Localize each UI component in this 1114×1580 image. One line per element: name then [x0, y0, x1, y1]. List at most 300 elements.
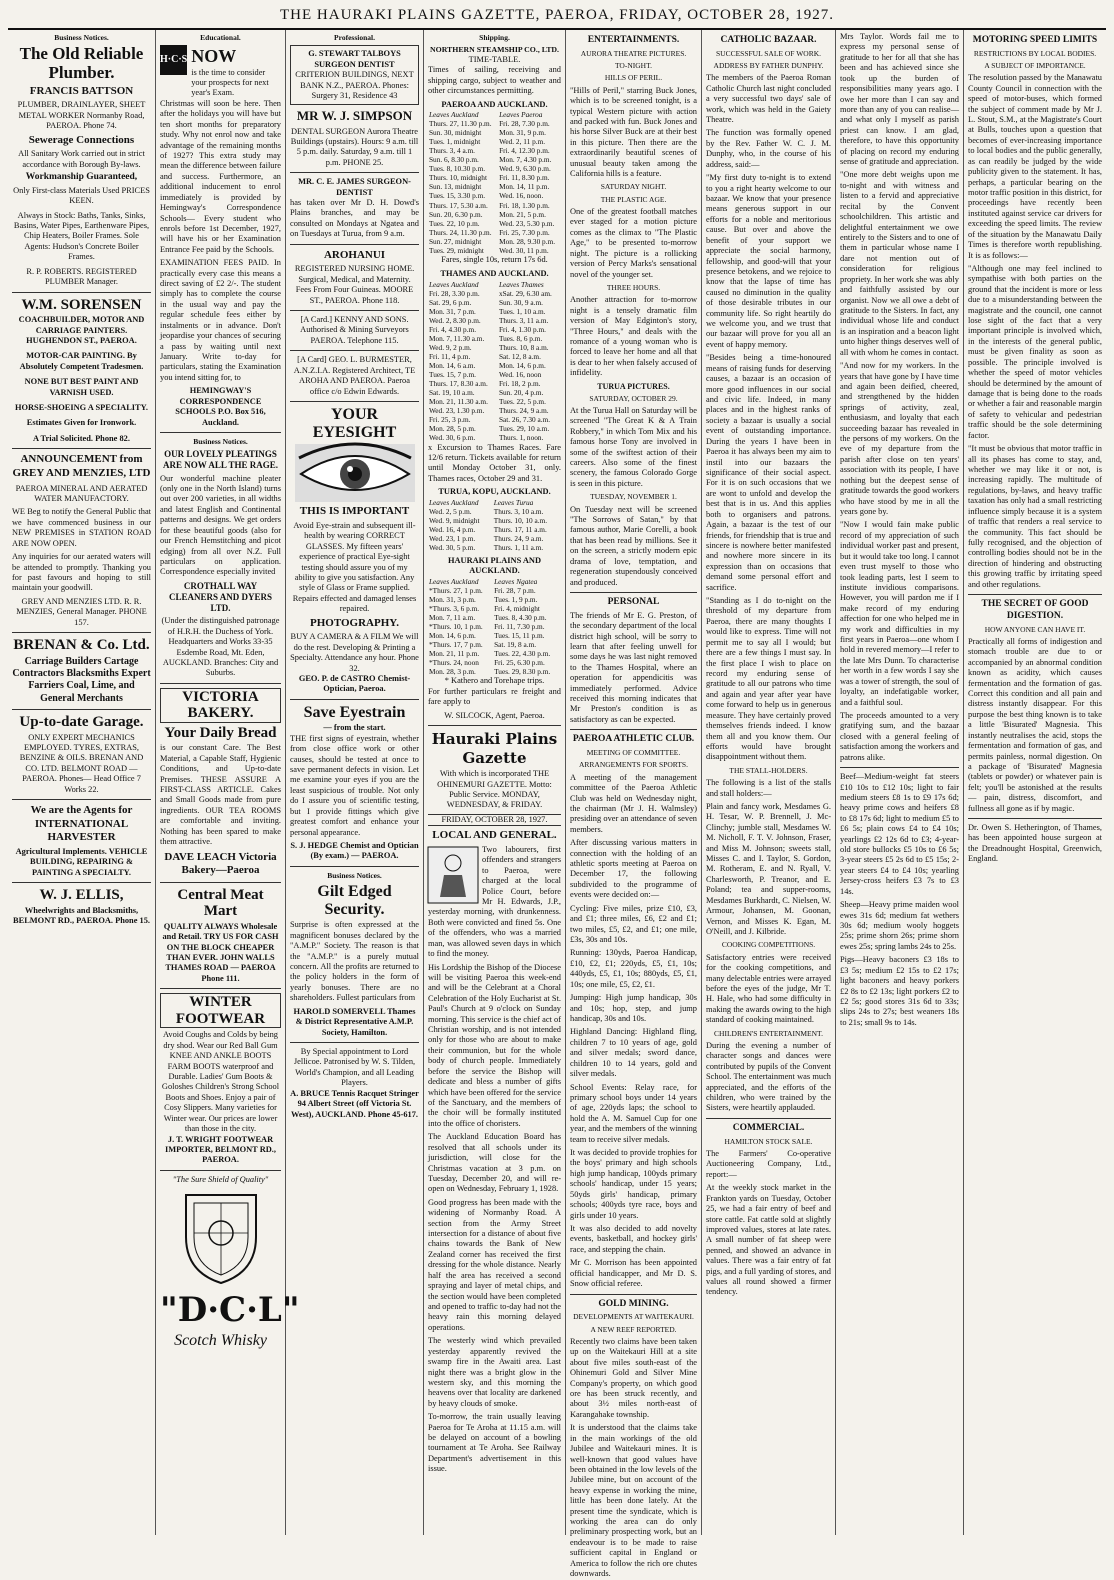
timetable-row — [428, 182, 561, 191]
article-para: "Hills of Peril," starring Buck Jones, which is to be screened tonight, is a typical Western picture with action and packed with fun. Buck Jones and his horse Silver Buck are at their best in this picture. Then there are the extraordinarily beautiful scenes of unusual beauty taken among the California hills is a feature. — [570, 85, 697, 179]
article-para: After discussing various matters in connection with the holding of an athletic sports meeting at Paeroa on December 17, the following subdivided to the programme of events were decided on:— — [570, 838, 697, 900]
timetable-cell: Fri. 18, 2 p.m. — [498, 379, 541, 389]
ad-line: Estimates Given for Ironwork. — [26, 418, 137, 428]
timetable-row — [428, 119, 561, 128]
agent: W. SILCOCK, Agent, Paeroa. — [444, 710, 545, 720]
timetable-cell: Mon. 31, 9 p.m. — [499, 128, 546, 138]
ad-body: PAEROA MINERAL AND AERATED WATER MANUFACTORY. — [15, 483, 148, 503]
article-para: "And now for my workers. In the years that have gone by I have time and again been deified, cheered, and strengthened by the hidden springs of activity, zeal, enthusiasm, and loyalty that each succeeding bazaar has revealed in the persons of my workers. On the eve of my departure from the parish after close on ten years' association with its people, I have nothing but the deepest sense of gratitude towards the good workers who have stood by me in all the years gone by. — [840, 361, 959, 516]
column-6 — [702, 30, 836, 1535]
card-body: DENTAL SURGEON Aurora Theatre Buildings (upstairs). Hours: 9 a.m. till 5 p.m. daily. Saturday, 9 a.m. till 1 p.m. PHONE 25. — [290, 126, 419, 167]
timetable-row — [428, 397, 561, 406]
timetable-cell: Sun. 13, midnight — [429, 182, 482, 192]
timetable-cell: Mon. 14, 11 p.m. — [499, 182, 550, 192]
ad-line: A Trial Solicited. Phone 82. — [33, 433, 130, 443]
timetable-cell: Sat. 29, 6 p.m. — [429, 297, 472, 307]
ad-title: W.M. SORENSEN — [21, 296, 142, 313]
hcs-ad-header — [160, 45, 281, 99]
section-head: GOLD MINING. — [598, 1298, 669, 1309]
timetable-cell: Sun. 30, 9 a.m. — [498, 297, 543, 307]
subhead: THE STALL-HOLDERS. — [729, 765, 808, 775]
timetable-cell: Thurs. 3, 4 a.m. — [429, 146, 476, 156]
timetable-cell: Thurs. 3, 11 a.m. — [498, 315, 549, 325]
timetable-cell: Thurs. 24, 9 a.m. — [498, 406, 549, 416]
timetable-cell: Wed. 9, 6.30 p.m. — [499, 164, 551, 174]
timetable-cell: Mon. 28, 9.30 p.m. — [499, 236, 556, 246]
timetable-cell: Wed. 23, 1.30 p.m. — [429, 406, 485, 416]
timetable-cell: Sat. 26, 7.30 a.m. — [498, 415, 551, 425]
timetable-header-cell: Leaves Auckland — [429, 576, 479, 586]
timetable-cell: Tues. 8, 4.30 p.m. — [494, 612, 547, 622]
timetable-cell: Thurs. 17, 8.30 a.m. — [429, 379, 488, 389]
timetable-cell: *Thurs. 27, 1 p.m. — [429, 585, 483, 595]
section-head: ENTERTAINMENTS. — [587, 35, 680, 45]
ad-body: is our constant Care. The Best Material, a Capable Staff, Hygienic Conditions, and Up-to-date Premises. THESE ASSURE A FIRST-CLASS ARTICLE. Cakes and Small Goods made from pure ingredients. OUR TEA ROOMS are comfortable and inviting. Nothing has been spared to make them attractive. — [160, 743, 281, 847]
ad-title: W. J. ELLIS, — [39, 887, 124, 904]
ad-title: WINTER FOOTWEAR — [160, 993, 281, 1028]
article-para: Recently two claims have been taken up on the Waitekauri Hill at a site about five miles south-east of the Ohinemuri Gold and Silver Mine Company's property, on which good ore has been struck recently, and about 3½ miles north-east of Karangahake township. — [570, 1336, 697, 1419]
column-4 — [424, 30, 566, 1535]
section-head: PERSONAL — [607, 596, 660, 607]
section-head: Business Notices. — [193, 436, 248, 446]
ad-title: BRENAN & Co. Ltd. — [13, 637, 150, 654]
timetable-row — [428, 164, 561, 173]
route-head: TURUA, KOPU, AUCKLAND. — [438, 487, 551, 497]
article-para: To-morrow, the train usually leaving Paeroa for Te Aroha at 11.15 a.m. will be delayed on account of a bowling tournament at Te Aroha. See Railway Department's advertisement in this issue. — [428, 1412, 561, 1474]
section-head: COMMERCIAL. — [732, 1122, 805, 1133]
timetable-row — [428, 352, 561, 361]
article-para: Running: 130yds, Paeroa Handicap, £10, £2, £1; 220yds, £5, £1, 10s; 440yds, £5, £1, 10s; 880yds, £5, £1, 10s; one mile, £5, £2, £1. — [570, 948, 697, 989]
article-para: Practically all forms of indigestion and stomach trouble are due to or accompanied by an abnormal condition known as acidity, which causes fermentation and the formation of gas. Correct this condition and all pain and distress instantly disappear. For this purpose the best thing known is to take a little 'Bisurated' Magnesia. This instantly neutralises the acid, stops the fermentation and formation of gas, and permits painless, normal digestion. On a package of 'Bisurated' Magnesia (tablets or powder) or whatever pain is felt; you'll be astonished at the results— pain, distress, discomfort, and fullness all gone as if by magic. — [968, 636, 1102, 813]
subhead: SUCCESSFUL SALE OF WORK. — [715, 48, 822, 58]
section-head: THE SECRET OF GOOD DIGESTION. — [981, 599, 1089, 621]
timetable-cell: Thurs. 17, 11 a.m. — [493, 524, 547, 534]
timetable-cell: Fri. 4, midnight — [494, 603, 540, 613]
timetable-row — [428, 361, 561, 370]
gazette-masthead: Hauraki Plains Gazette — [431, 729, 558, 767]
ad-body: COACHBUILDER, MOTOR AND CARRIAGE PAINTERS. HUGHENDON ST., PAEROA. — [18, 315, 145, 345]
timetable-cell: Tues. 8, 10.30 p.m. — [429, 164, 486, 174]
timetable-cell: Thurs. 17, 5.30 a.m. — [429, 200, 488, 210]
ad-title: The Old Reliable Plumber. — [19, 44, 144, 82]
ad-line: NONE BUT BEST PAINT AND VARNISH USED. — [24, 377, 139, 397]
ad-title: PHOTOGRAPHY. — [310, 616, 399, 629]
ad-title: OUR LOVELY PLEATINGS ARE NOW ALL THE RAGE. — [163, 449, 278, 471]
timetable-row — [428, 201, 561, 210]
ad-body: (Under the distinguished patronage of H.R.H. the Duchess of York. Headquarters and Works 33-35 Esdembe Road, Mt. Eden, AUCKLAND. Branches: City and Suburbs. — [161, 616, 280, 678]
timetable-cell: Sun. 20, 6.30 p.m. — [429, 209, 483, 219]
timetable — [428, 280, 561, 443]
timetable-row — [428, 631, 561, 640]
ad-title: We are the Agents for INTERNATIONAL HARVESTER — [30, 804, 133, 844]
timetable-row — [428, 640, 561, 649]
timetable — [428, 577, 561, 677]
timetable-cell: Tues. 15, 7 p.m. — [429, 370, 476, 380]
ad-title: Up-to-date Garage. — [19, 714, 144, 731]
timetable-cell: Wed. 16, 4 p.m. — [429, 524, 476, 534]
timetable-cell: Tues. 1, midnight — [429, 137, 481, 147]
ad-body: is the time to consider your prospects for next year's Exam. — [191, 67, 269, 98]
timetable-fares: Fares, single 10s, return 17s 6d. — [441, 254, 548, 264]
ad-name: FRANCIS BATTSON — [29, 84, 134, 97]
card-title: AROHANUI — [323, 248, 386, 261]
ad-title: Your Daily Bread — [164, 724, 277, 741]
timetable-header-row — [428, 110, 561, 119]
ad-title: Sewerage Connections — [28, 133, 135, 146]
timetable-header-cell: Leaves Thames — [498, 279, 544, 289]
subhead: HAMILTON STOCK SALE. — [724, 1136, 813, 1146]
timetable-row — [428, 543, 561, 552]
timetable-row — [428, 228, 561, 237]
timetable-cell: Tues. 15, 11 p.m. — [494, 631, 545, 641]
timetable-cell: Tues. 29, 8.30 p.m. — [494, 667, 551, 677]
section-head: MOTORING SPEED LIMITS — [972, 35, 1098, 45]
timetable-header-cell: Leaves Auckland — [429, 279, 479, 289]
timetable-row — [428, 379, 561, 388]
section-head: Professional. — [334, 33, 375, 42]
timetable-cell: Mon. 28, 5 p.m. — [429, 424, 476, 434]
timetable-cell: Mon. 21, 11.30 a.m. — [429, 397, 488, 407]
timetable — [428, 498, 561, 552]
timetable-row — [428, 433, 561, 442]
timetable-row — [428, 415, 561, 424]
subhead: SATURDAY, OCTOBER 29. — [589, 393, 678, 403]
article-para: It is understood that the claims take in the main workings of the old Jubilee and Waitekauri mines. It is well-known that good values have been obtained in the low levels of the Jubilee mine, but on account of the heavy expense in working the mine, little has been done lately. At the present time the syndicate, which is working the area can do only preliminary prospecting work, but an endeavour is to be made to raise sufficient capital in England or America to follow the rich ore chutes downwards. — [570, 1423, 697, 1579]
timetable-cell: Mon. 14, 6 p.m. — [498, 361, 546, 371]
article-para: The resolution passed by the Manawatu County Council in connection with the speed of motor-buses, which formed the subject of comment made by Mr J. L. Stout, S.M., at the Magistrate's Court at Bulls, touches upon a question that becomes of ever-increasing importance to local bodies and the public generally, as can readily be judged by the wide publicity given to the statement. It has, perhaps, a particular bearing on the motor traffic position in this district, for proceedings have recently been instituted against service car drivers for exceeding the speed limits. The review of the situation by the Manawatu Daily Times is therefore worth republishing. It is as follows:— — [968, 73, 1102, 260]
ad-body: Wheelwrights and Blacksmiths, BELMONT RD., PAEROA. Phone 15. — [13, 905, 150, 926]
timetable-row — [428, 246, 561, 255]
timetable-cell: Tues. 29, 10 a.m. — [498, 424, 550, 434]
timetable-header-row — [428, 280, 561, 289]
timetable-row — [428, 334, 561, 343]
ad-title: Save Eyestrain — [303, 703, 406, 721]
card-body: CRITERION BUILDINGS, NEXT BANK N.Z., PAEROA. Phones: Surgery 31, Residence 43 — [295, 70, 414, 100]
timetable-header-cell: Leaves Paeroa — [499, 110, 543, 120]
timetable-cell: Thurs. 10, 10 a.m. — [493, 515, 548, 525]
article-para: The following is a list of the stalls and stall holders:— — [706, 778, 831, 798]
ad-body: R. P. ROBERTS. REGISTERED PLUMBER Manager. — [26, 266, 137, 287]
section-head: Business Notices. — [327, 870, 382, 880]
ad-body: Carriage Builders Cartage Contractors Blacksmiths Expert Farriers Coal, Lime, and General Merchants — [12, 655, 151, 704]
timetable-row — [428, 298, 561, 307]
article-para: Jumping: High jump handicap, 30s and 10s; hop, step, and jump handicap, 30s and 10s. — [570, 993, 697, 1023]
timetable-row — [428, 613, 561, 622]
timetable-cell: Fri. 18, 1.30 p.m. — [499, 200, 550, 210]
timetable-cell: Fri. 4, 12.30 p.m. — [499, 146, 550, 156]
timetable-row — [428, 604, 561, 613]
subhead: SATURDAY NIGHT. — [600, 182, 667, 192]
article-para: Another attraction for to-morrow night is a tensely dramatic film version of May Edginton's story, "Three Hours," and deals with the romance of a young woman who is forced to leave her home and all that is dear to her when falsely accused of infidelity. — [570, 295, 697, 378]
article-para: "It must be obvious that motor traffic in all its phases has come to stay, and, whether we may like it or not, is increasing rapidly. The multitude of regulations, by-laws, and heavy traffic taxation has only had a small restricting influence simply because it is a system of traffic that renders a real service to the community. This fact should be fully recognised, and the objection of controlling bodies should not be in the direction of hindering and obstructing this growing traffic by irritating speed and other regulations. — [968, 444, 1102, 589]
timetable-cell: Wed. 30, 5 p.m. — [429, 542, 476, 552]
subhead: ADDRESS BY FATHER DUNPHY. — [713, 61, 824, 71]
section-head: Business Notices. — [54, 33, 109, 42]
ad-body: WE Beg to notify the General Public that we have commenced business in our NEW PREMISES in STATION ROAD ARE NOW OPEN. — [12, 507, 151, 548]
article-para: Beef—Medium-weight fat steers £10 10s to £12 10s; light to fair medium steers £8 1s to £9 17s 6d; heavy prime cows and heifers £8 to £8 17s 6d; light to medium £5 to £6 5s; plain cows £4 to £4 10s; yearlings £2 12s 6d to £3; 4-year-old store bullocks £5 10s to £6 5s; 3-year steers £5 2s 6d to £5 15s; 2-year steers £4 to £4 10s; yearling Jersey-cross heifers £3 7s to £3 14s. — [840, 772, 959, 896]
article-para: Good progress has been made with the widening of Normanby Road. A section from the Army Street intersection for a distance of about five chains towards the Bank of New Zealand corner has received the first dressing for the whole distance. Nearly half the area has received a second spraying and layer of metal chips, and the section would have been completed and opened to traffic to-day had not the heavy rain this morning delayed operations. — [428, 1197, 561, 1332]
article-para: The Auckland Education Board has resolved that all schools under its jurisdiction, will close for the Christmas vacation at 3 p.m. on Tuesday, December 20, and will re-open on Wednesday, February 1, 1928. — [428, 1132, 561, 1194]
ad-subtitle: — from the start. — [323, 723, 386, 733]
hcs-logo: H·C·S — [160, 45, 187, 75]
timetable-note: Times of sailing, receiving and shipping cargo, subject to weather and other circumstances permitting. — [428, 65, 561, 96]
timetable-cell: Thurs. 27, 11.30 p.m. — [429, 119, 492, 129]
timetable-cell: Mon. 14, 6 a.m. — [429, 361, 476, 371]
timetable-cell: Tues. 1, 9 p.m. — [494, 594, 538, 604]
timetable-cell: Wed. 16, noon — [498, 370, 542, 380]
timetable-row — [428, 128, 561, 137]
issue-date: FRIDAY, OCTOBER 28, 1927. — [428, 814, 561, 826]
timetable-cell: Mon. 31, 3 p.m. — [429, 594, 476, 604]
ad-body: BUY A CAMERA & A FILM We will do the rest. Developing & Printing a Specialty. Attendance any hour. Phone 32. — [290, 632, 419, 673]
article-para: The westerly wind which prevailed yesterday apparently revived the swamp fire in the Awaiti area. Last night there was a bright glow in the western sky, and this morning the heavens over that locality are darkened by heavy clouds of smoke. — [428, 1336, 561, 1408]
timetable-cell: *Thurs. 24, noon — [429, 658, 479, 668]
article-para: Sheep—Heavy prime maiden wool ewes 31s 6d; medium fat wethers 30s 6d; medium wooly hoggets 25s; prime shorn 26s; prime shorn ewes 25s; spring lambs 24s to 25s. — [840, 900, 959, 951]
ad-sig: GEO. P. de CASTRO Chemist-Optician, Paeroa. — [298, 673, 411, 694]
timetable-cell: Fri. 28, 7.30 p.m. — [499, 119, 550, 129]
article-para: Mrs Taylor. Words fail me to express my personal sense of gratitude to her for all that she has been and has achieved since she took up the burden of responsibilities many years ago. I owe her more than I can say and more than any of you can realise—and what only I myself as parish priest can know. I am glad, therefore, to have this opportunity of placing on record my enduring sense of gratitude and appreciation. — [840, 32, 959, 167]
card-body: [A Card.] KENNY AND SONS. Authorised & Mining Surveyors PAEROA. Telephone 115. — [300, 315, 409, 345]
illustration-icon — [428, 847, 478, 903]
article-para: The function was formally opened by the Rev. Father W. C. J. M. Dunphy, who, in the course of his address, said:— — [706, 128, 831, 169]
timetable-row — [428, 343, 561, 352]
column-7 — [836, 30, 964, 1535]
timetable-cell: Wed. 2, 11 p.m. — [499, 137, 546, 147]
subhead: HOW ANYONE CAN HAVE IT. — [984, 624, 1086, 634]
timetable-cell: Wed. 23, 1 p.m. — [429, 533, 476, 543]
timetable-cell: Sun. 27, midnight — [429, 236, 482, 246]
timetable-cell: Thurs. 1, noon. — [498, 433, 544, 443]
article-para: On Tuesday next will be screened "The Sorrows of Satan," by that famous author, Marie Corelli, a book that has been read by millions. See it on the screen, a strictly modern epic drama of love, temptation, and regeneration stupendously conceived and produced. — [570, 504, 697, 587]
timetable-cell: Thurs. 24, 11.30 p.m. — [429, 227, 492, 237]
timetable-cell: Sun. 20, 4 p.m. — [498, 388, 544, 398]
timetable — [428, 110, 561, 255]
ad-sig: A. BRUCE Tennis Racquet Stringer 94 Albert Street (off Victoria St. West), AUCKLAND. Phone 45-617. — [290, 1088, 419, 1119]
timetable-row — [428, 595, 561, 604]
column-1 — [8, 30, 156, 1535]
timetable-row — [428, 406, 561, 415]
article-para: The proceeds amounted to a very gratifying sum, and the bazaar closed with a general feeling of satisfaction among the workers and patrons alike. — [840, 711, 959, 762]
timetable-cell: Tues. 22, 10 p.m. — [429, 218, 480, 228]
article-para: The friends of Mr E. G. Preston, of the secondary department of the local district high school, will be sorry to learn that after feeling unwell for some days he was last night removed to the Thames Hospital, where an operation for appendicitis was immediately performed. Advice received this morning indicates that Mr Preston's condition is as satisfactory as can be expected. — [570, 610, 697, 724]
ad-body: Avoid Eye-strain and subsequent ill-health by wearing CORRECT GLASSES. My fifteen years' experience of practical Eye-sight testing should assure you of my ability to give you satisfaction. Any style of Glass or Frame supplied. Repairs effected and damaged lenses repaired. — [292, 520, 417, 614]
ad-title: NOW — [191, 46, 237, 67]
article-para: At the weekly stock market in the Frankton yards on Tuesday, October 25, we had a fair entry of beef and store cattle. Fat cattle sold at slightly improved values, stores at late rates. A small number of fat sheep were penned, and showed an advance in values. There was a fair entry of fat pigs, and a full yarding of stores, and values all round showed a firmer tendency. — [706, 1183, 831, 1297]
timetable-head: TIME-TABLE. — [468, 54, 521, 64]
ad-body: Our wonderful machine pleater (only one in the North Island) turns out over 200 varieties, in all widths and latest English and Continental patterns and designs. We get orders for these beautiful goods (also for our French Hemstitching and picot edging) from all over N.Z. Full particulars on application. Correspondence especially invited — [160, 473, 281, 577]
timetable-cell: Fri. 11, 7.30 p.m. — [494, 621, 545, 631]
timetable-row — [428, 289, 561, 298]
timetable-cell: Wed. 23, 5.30 p.m. — [499, 218, 555, 228]
ad-title: Workmanship Guaranteed, — [25, 172, 138, 183]
subhead: CHILDREN'S ENTERTAINMENT. — [714, 1028, 823, 1038]
timetable-row — [428, 424, 561, 433]
article-para: "Although one may feel inclined to sympathise with both parties on the ground that the incident is more or less due to a misunderstanding between the magistrate and the council, one cannot lose sight of the fact that a very important principle is involved which, in the interests of the general public, must be given finality as soon as possible. The principle involved is whether the speed of motor vehicles should be determined by the amount of damage that is being done to the roads or whether a fair and reasonable margin of safety to vehicular and pedestrian traffic should be the sole determining factor. — [968, 263, 1102, 440]
timetable-row — [428, 155, 561, 164]
timetable-row — [428, 210, 561, 219]
column-5 — [566, 30, 702, 1579]
card-body: [A Card] GEO. L. BURMESTER, A.N.Z.I.A. Registered Architect, TE AROHA AND PAEROA. Paeroa office c/o Edwin Edwards. — [293, 355, 416, 396]
card-body: has taken over Mr D. H. Dowd's Plains branches, and may be consulted on Mondays at Ngatea and on Tuesdays at Turua, from 9 a.m. — [290, 198, 419, 239]
timetable-row — [428, 658, 561, 667]
article-para: Mr C. Morrison has been appointed official handicapper, and Mr D. S. Snow official referee. — [570, 1258, 697, 1289]
timetable-cell: Mon. 28, 3 p.m. — [429, 667, 476, 677]
ad-sig: S. J. HEDGE Chemist and Optician (By exam.) — PAEROA. — [290, 841, 419, 861]
subhead: COOKING COMPETITIONS. — [721, 940, 816, 950]
article-para: Cycling: Five miles, prize £10, £3, and £1; three miles, £6, £2 and £1; two miles, £5, £2, and £1; one mile, £3s, 30s and 10s. — [570, 903, 697, 945]
ad-title: ANNOUNCEMENT from GREY AND MENZIES, LTD — [12, 453, 151, 479]
article-para: School Events: Relay race, for primary school boys under 14 years of age, 220yds laps; the school to hold the A. M. Samuel Cup for one year, and the members of the winning team to receive silver medals. — [570, 1082, 697, 1144]
timetable-note: x Excursion to Thames Races. Fare 12/6 return. Tickets available for return until Monday October 31, only. Thames races, October 29 and 31. — [428, 442, 561, 483]
dcl-logo: "D·C·L" — [160, 1290, 300, 1331]
timetable-cell: Fri. 28, 3.30 p.m. — [429, 288, 480, 298]
timetable-cell: Sat. 19, 10 a.m. — [429, 388, 475, 398]
ad-sig: HAROLD SOMERVELL Thames & District Representative A.M.P. Society, Hamilton. — [293, 1006, 416, 1037]
timetable-cell: *Thurs. 17, 7 p.m. — [429, 640, 483, 650]
subhead: THREE HOURS. — [606, 283, 661, 292]
card-title: G. STEWART TALBOYS SURGEON DENTIST — [308, 49, 401, 69]
article-para: The Farmers' Co-operative Auctioneering Company, Ltd., report:— — [706, 1148, 831, 1179]
article-para: Satisfactory entries were received for the cooking competitions, and many delectable entries were arrayed before the eyes of the judge, Mr T. H. Hale, who had some difficulty in making the awards owing to the high standard of cooking maintained. — [706, 952, 831, 1025]
subhead: AURORA THEATRE PICTURES. — [580, 48, 687, 58]
ad-title: YOUR EYESIGHT — [312, 406, 397, 441]
article-para: Two labourers, first offenders and strangers to Paeroa, were charged at the local Police Court, before Mr H. Edwards, J.P., yesterday morning, with drunkenness. Both were convicted and fined 5s. One of the offenders, who was a married man, was allowed seven days in which to find the money. — [428, 844, 561, 959]
timetable-row — [428, 586, 561, 595]
ad-body: All Sanitary Work carried out in strict accordance with Borough By-laws. — [18, 149, 145, 169]
timetable-cell: Thurs. 10, 8 a.m. — [498, 342, 549, 352]
article-para: "One more debt weighs upon me to-night and with witness and listen to a fervid and appreciative recital by the Convent schoolchildren. This artistic and delightful entertainment we owe entirely to the Sisters and to one of them in particular whose name I dare not mention out of consideration for religious propriety. In her work she was ably and faithfully assisted by our organist. Now we all owe a debt of gratitude to the Sisters. In fact, any individual whose life and conduct is an inspiration and a beacon light unto higher things deserves well of all with whom he comes in contact. — [840, 170, 959, 357]
subhead: TUESDAY, NOVEMBER 1. — [590, 492, 677, 502]
subhead: DEVELOPMENTS AT WAITEKAURI. — [573, 1312, 694, 1322]
gazette-sub: With which is incorporated THE OHINEMURI GAZETTE. Motto: Public Service. MONDAY, WEDNESDAY, & FRIDAY. — [437, 769, 552, 810]
ad-tagline: "The Sure Shield of Quality" — [172, 1174, 269, 1184]
ad-body: Only First-class Materials Used PRICES KEEN. — [13, 185, 150, 206]
timetable-cell: Wed. 30, 11 p.m. — [499, 245, 549, 255]
timetable-cell: Fri. 25, 7.30 p.m. — [499, 227, 550, 237]
timetable-cell: Thurs. 1, 11 a.m. — [493, 542, 544, 552]
article-para: "My first duty to-night is to extend to you a right hearty welcome to our bazaar. We know that your presence means generous support in our efforts for a noble and meritorious cause. But over and above the benefit of your support we appreciate the social harmony, fellowship, and good-will that your presence betokens, and we rejoice to know that the lapse of time has caused no diminution in the quality of those desirable tributes in our community life. So right heartily do we welcome you, and we trust that our bazaar will prove for you all an event of happy memory. — [706, 173, 831, 349]
timetable-row — [428, 507, 561, 516]
section-head: TURUA PICTURES. — [597, 381, 670, 391]
timetable-cell: Sun. 6, 8.30 p.m. — [429, 155, 479, 165]
timetable-cell: Mon. 31, 7 p.m. — [429, 306, 476, 316]
article-para: His Lordship the Bishop of the Diocese will be visiting Paeroa this week-end and will be the Celebrant at a Choral Celebration of the Holy Eucharist at St. Paul's Church at 9 o'clock on Sunday morning. This service is the chief act of Christian worship, and is not intended only for those who are about to make their communion, but for the whole body of church people. Immediately before the service the Bishop will dedicate and bless a number of gifts which have been offered for the service of the Sanctuary, and the members of the choir will be formally instituted into the office of choristers. — [428, 962, 561, 1128]
subhead: A SUBJECT OF IMPORTANCE. — [984, 61, 1086, 71]
timetable-row — [428, 307, 561, 316]
route-head: HAURAKI PLAINS AND AUCKLAND. — [447, 555, 542, 576]
ad-body: Avoid Coughs and Colds by being dry shod. Wear our Red Ball Gum KNEE AND ANKLE BOOTS FARM BOOTS waterproof and Durable. Ladies' Gum Boots & Goloshes Children's Strong School Boots and Shoes. Enjoy a pair of Cosy Slippers. Many varieties for Winter wear. Our prices are lower than those in the city. — [161, 1030, 280, 1134]
newspaper-page — [8, 4, 1106, 1579]
ad-body: PLUMBER, DRAINLAYER, SHEET METAL WORKER Normanby Road, PAEROA. Phone 74. — [17, 100, 146, 131]
company-name: NORTHERN STEAMSHIP CO., LTD. — [430, 45, 559, 55]
article-para: It was also decided to add novelty events, basketball, and hockey girls' race, and stepping the chain. — [570, 1223, 697, 1254]
column-2 — [156, 30, 300, 1535]
article-para: One of the greatest football matches ever staged for a motion picture comes as the climax to "The Plastic Age," to be presented to-morrow night. The picture is a rollicking version of Percy Marks's sensational novel of the younger set. — [570, 207, 697, 279]
ad-title: VICTORIA BAKERY. — [160, 688, 281, 723]
timetable-cell: Sun. 30, midnight — [429, 128, 482, 138]
timetable-cell: Fri. 11, 4 p.m. — [429, 352, 471, 362]
timetable-row — [428, 525, 561, 534]
ad-subtitle: THIS IS IMPORTANT — [299, 505, 410, 518]
timetable-cell: Wed. 16, noon. — [499, 191, 544, 201]
timetable-cell: Wed. 9, midnight — [429, 515, 480, 525]
ad-sig: DAVE LEACH Victoria Bakery—Paeroa — [164, 850, 277, 877]
timetable-row — [428, 146, 561, 155]
timetable-row — [428, 516, 561, 525]
timetable-cell: Thurs. 3, 10 a.m. — [493, 506, 544, 516]
article-para: "Besides being a time-honoured means of raising funds for deserving causes, a bazaar is an occasion of more good influences in our social and civic life. Indeed, in many places and in the highest ranks of society a bazaar is usually a social event of outstanding importance. During the years I have been in Paeroa it has always been my aim to instil into our bazaars the significance of their social aspect. For it is on such occasions that we are wont to unfold and develop the best that is in us. And this applies both to organisers and patrons. Again, a bazaar is the test of our friends, for friendship that is true and sincere is nowhere better manifested and nowhere more sincere in its expression than on occasions that demand some personal effort and sacrifice. — [706, 353, 831, 592]
timetable-row — [428, 534, 561, 543]
article-para: Plain and fancy work, Mesdames G. H. Tesar, W. P. Brennell, J. Mc-Clinchy; jumble stall, Mesdames W. M. Nicholl, F. T. V. Johnson, Fraser, and Miss M. Johnson; sweets stall, Misses C. and I. Taylor, S. Gordon, M. Rotheram, E. and N. Ryall, V. Charlesworth, P. Treanor, and E. Poland; tea and supper-rooms, Mesdames Burkhardt, C. Nielsen, W. Armour, Johansen, M. Goonan, Vernon, and Misses K. Egan, M. O'Neill, and J. Kilbride. — [706, 801, 831, 936]
timetable-cell: Mon. 7, 11 a.m. — [429, 612, 476, 622]
route-head: THAMES AND AUCKLAND. — [440, 269, 549, 279]
ad-body: By Special appointment to Lord Jellicoe. Patronised by W. S. Tilden, World's Champion, and all Leading Players. — [293, 1046, 416, 1088]
ad-body: THE first signs of eyestrain, whether from close office work or other causes, should be tested at once to save permanent defects in vision. Let me examine your eyes if you are the least suspicious of trouble. Not only do I assure you of scientific testing, but I provide fittings which give greatest comfort and enhance your personal appearance. — [290, 733, 419, 837]
subhead: HILLS OF PERIL. — [604, 73, 663, 83]
timetable-cell: Sat. 19, 8 a.m. — [494, 640, 537, 650]
timetable-cell: Wed. 2, 8.30 p.m. — [429, 315, 481, 325]
article-para: The members of the Paeroa Roman Catholic Church last night concluded a very successful two days' sale of work, which was held in the Gaiety Theatre. — [706, 73, 831, 125]
timetable-cell: Thurs. 24, 9 a.m. — [493, 533, 544, 543]
timetable-cell: Fri. 4, 1.30 p.m. — [498, 324, 546, 334]
subhead: A NEW REEF REPORTED. — [590, 1324, 677, 1334]
ad-title: CROTHALL WAY CLEANERS AND DYERS LTD. — [168, 580, 273, 614]
timetable-header-row — [428, 577, 561, 586]
column-3 — [286, 30, 424, 1535]
ad-line: HORSE-SHOEING A SPECIALITY. — [14, 403, 149, 413]
timetable-note: For further particulars re freight and fare apply to — [428, 686, 561, 707]
article-para: Highland Dancing: Highland fling, children 7 to 10 years of age, gold and silver medals; sword dance, children 10 to 14 years, gold and silver medals. — [570, 1027, 697, 1079]
section-head: CATHOLIC BAZAAR. — [720, 35, 817, 45]
timetable-cell: Mon. 21, 5 p.m. — [499, 209, 546, 219]
timetable-row — [428, 316, 561, 325]
card-title: MR W. J. SIMPSON — [296, 108, 413, 124]
article-para: During the evening a number of character songs and dances were contributed by pupils of the Convent School. The entertainment was much appreciated, and the efforts of the children, who were trained by the Sisters, were heartily applauded. — [706, 1040, 831, 1113]
ad-body: ONLY EXPERT MECHANICS EMPLOYED. TYRES, EXTRAS, BENZINE & OILS. BRENAN AND CO. LTD. BELMONT ROAD — PAEROA. Phones— Head Office 7 Works 22. — [19, 732, 144, 794]
ad-sig: HEMINGWAY'S CORRESPONDENCE SCHOOLS P.O. Box 516, Auckland. — [175, 386, 266, 427]
route-head: PAEROA AND AUCKLAND. — [441, 99, 548, 109]
timetable-header-cell: Leaves Auckland — [429, 110, 479, 120]
timetable-cell: Mon. 7, 4.30 p.m. — [499, 155, 552, 165]
shield-icon — [176, 1187, 266, 1287]
ad-body: Always in Stock: Baths, Tanks, Sinks, Basins, Water Pipes, Earthenware Pipes, Chip Heaters, Boiler Frames. Sole Agents: Hudson's Concrete Boiler Frames. — [13, 210, 150, 262]
timetable-cell: Mon. 14, 6 p.m. — [429, 631, 476, 641]
timetable-cell: Tues. 22, 5 p.m. — [498, 397, 546, 407]
timetable-cell: Mon. 21, 11 p.m. — [429, 649, 480, 659]
timetable-note: * Kathero and Torehape trips. — [444, 676, 545, 686]
timetable-row — [428, 237, 561, 246]
timetable-header-cell: Leaves Turua — [493, 497, 534, 507]
ad-line: MOTOR-CAR PAINTING. By Absolutely Competent Tradesmen. — [19, 351, 144, 371]
timetable-cell: Fri. 4, 4.30 p.m. — [429, 324, 477, 334]
ad-body: Any inquiries for our aerated waters will be attended to promptly. Thanking you for past favours and hoping to still maintain your goodwill. — [12, 552, 151, 593]
whisky-script: Scotch Whisky — [174, 1332, 267, 1350]
timetable-row — [428, 622, 561, 631]
timetable-cell: Sat. 12, 8 a.m. — [498, 352, 541, 362]
section-head: Shipping. — [479, 33, 510, 42]
timetable-cell: Tues. 1, 10 a.m. — [498, 306, 546, 316]
article-para: A meeting of the management committee of the Paeroa Athletic Club was held on Wednesday night, the chairman (Mr J. H. Walmsley) presiding over an attendance of seven members. — [570, 772, 697, 834]
timetable-cell: xSat. 29, 6.30 am. — [498, 288, 552, 298]
article-para: It was decided to provide trophies for the boys' primary and high schools high jump handicap, 100yds primary schools' handicap, under 15 years; 50yds girls' handicap, primary schools; 400yds tyre race, boys and girls under 10 years. — [570, 1148, 697, 1220]
subhead: RESTRICTIONS BY LOCAL BODIES. — [973, 48, 1097, 58]
ad-body: EXAMINATION FEES PAID. In practically every case this means a direct saving of £2 2/-. The student simply has to complete the course in the usual way and pay the regular schedule fees either by instalments or in advance. Don't jeopardise your chances of securing a pass by waiting until next January. Write to-day for particulars, stating the Examination you intend sitting for, to — [160, 258, 281, 382]
timetable-cell: Wed. 2, 5 p.m. — [429, 506, 472, 516]
ad-body: Surprise is often expressed at the magnificent bonuses declared by the "A.M.P." Society. The reason is that the "A.M.P." is a purely mutual concern. All the profits are returned to the policy holders in the form of yearly bonuses. There are no shareholders. Fullest particulars from — [290, 920, 419, 1003]
ad-body: Agricultural Implements. VEHICLE BUILDING, REPAIRING & PAINTING A SPECIALTY. — [15, 847, 148, 877]
section-head: PAEROA ATHLETIC CLUB. — [572, 734, 695, 745]
subhead: THE PLASTIC AGE. — [600, 194, 667, 204]
